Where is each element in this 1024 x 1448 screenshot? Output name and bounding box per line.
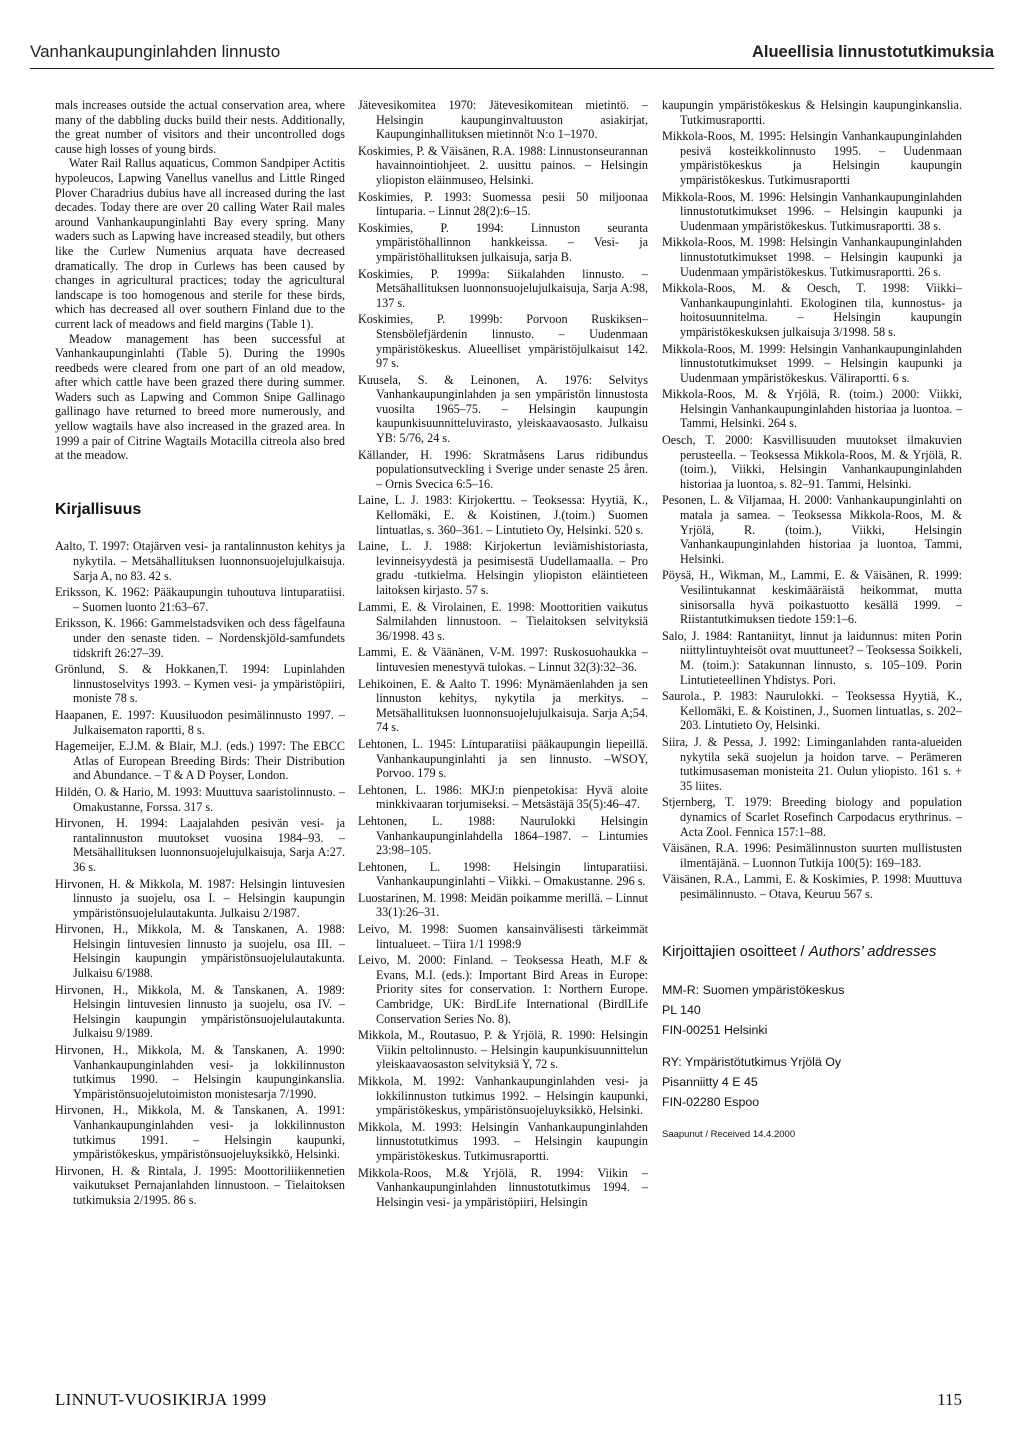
- header-right-title: Alueellisia linnustotutkimuksia: [751, 43, 994, 61]
- reference-entry: Lammi, E. & Virolainen, E. 1998: Moottoritien vaikutus Salmilahden linnustoon. – Tielaitoksen selvityksiä 36/1998. 43 s.: [358, 599, 648, 643]
- reference-entry: Pöysä, H., Wikman, M., Lammi, E. & Väisänen, R. 1999: Vesilintukannat keskimääräistä heikommat, mutta sinisorsalla hyvä poikastuotto kesällä 1999. – Riistantutkimuksen tiedote 159:1–6.: [662, 568, 962, 627]
- reference-entry: Eriksson, K. 1962: Pääkaupungin tuhoutuva lintuparatiisi. – Suomen luonto 21:63–67.: [55, 585, 345, 614]
- body-paragraph: Meadow management has been successful at Vanhankaupunginlahti (Table 5). During the 1990s reedbeds were cleared from one part of an old meadow, after which cattle have been grazed there during summer. Waders such as Lapwing and Common Snipe Gallinago gallinago have returned to breed more numerously, and yellow wagtails have also increased in the grazed area. In 1999 a pair of Citrine Wagtails Motacilla citreola also bred at the meadow.: [55, 331, 345, 463]
- reference-entry: Grönlund, S. & Hokkanen,T. 1994: Lupinlahden linnustoselvitys 1993. – Kymen vesi- ja ympäristöpiiri, moniste 78 s.: [55, 662, 345, 706]
- reference-entry: Pesonen, L. & Viljamaa, H. 2000: Vanhankaupunginlahti on matala ja samea. – Teoksessa Mikkola-Roos, M. & Yrjölä, R. (toim.), Viikki, Helsingin Vanhankaupunginlahden historiaa ja luontoa, Tammi, Helsinki.: [662, 493, 962, 566]
- reference-entry: Lammi, E. & Väänänen, V-M. 1997: Ruskosuohaukka – lintuvesien menestyvä tulokas. – Linnut 32(3):32–36.: [358, 645, 648, 674]
- reference-entry: Koskimies, P. & Väisänen, R.A. 1988: Linnustonseurannan havainnointiohjeet. 2. uusittu painos. – Helsingin yliopiston eläinmuseo, Helsinki.: [358, 143, 648, 187]
- reference-entry: Lehtonen, L. 1945: Lintuparatiisi pääkaupungin liepeillä. Vanhankaupunginlahti ja sen linnusto. –WSOY, Porvoo. 179 s.: [358, 736, 648, 781]
- reference-entry: Laine, L. J. 1988: Kirjokertun leviämishistoriasta, levinneisyydestä ja pesimisestä Uudellamaalla. – Pro gradu -tutkielma. Helsingin yliopiston eläintieteen laitoksen kirjasto. 57 s.: [358, 539, 648, 597]
- reference-entry: Laine, L. J. 1983: Kirjokerttu. – Teoksessa: Hyytiä, K., Kellomäki, E. & Koistinen, J.(toim.) Suomen lintuatlas, s. 360–361. – Lintutieto Oy, Helsinki. 520 s.: [358, 493, 648, 537]
- reference-list-col3: [662, 98, 962, 901]
- address-line: RY: Ympäristötutkimus Yrjölä Oy: [662, 1055, 842, 1070]
- page-number: 115: [937, 1390, 962, 1409]
- address-line: MM-R: Suomen ympäristökeskus: [662, 983, 845, 998]
- author-addresses: [662, 980, 962, 1143]
- reference-entry: Hildén, O. & Hario, M. 1993: Muuttuva saaristolinnusto. – Omakustanne, Forssa. 317 s.: [55, 784, 345, 814]
- reference-entry: Väisänen, R.A., Lammi, E. & Koskimies, P. 1998: Muuttuva pesimälinnusto. – Otava, Keuruu 567 s.: [662, 872, 962, 901]
- journal-name: LINNUT-VUOSIKIRJA 1999: [55, 1390, 267, 1409]
- reference-entry: Mikkola-Roos, M. 1996: Helsingin Vanhankaupunginlahden linnustotutkimukset 1996. – Helsingin kaupunki ja Uudenmaan ympäristökeskus. Tutkimusraportti. 38 s.: [662, 189, 962, 233]
- reference-entry: Källander, H. 1996: Skratmåsens Larus ridibundus populationsutveckling i Sverige under senaste 25 åren. – Ornis Svecica 6:5–16.: [358, 447, 648, 491]
- reference-entry: Leivo, M. 2000: Finland. – Teoksessa Heath, M.F & Evans, M.I. (eds.): Important Bird Areas in Europe: Priority sites for conservation. 1: Northern Europe. Cambridge, UK: BirdLife International (BirdlLife Conservation Series No. 8).: [358, 953, 648, 1026]
- reference-entry: kaupungin ympäristökeskus & Helsingin kaupunginkanslia. Tutkimusraportti.: [662, 98, 962, 127]
- header-left-title: Vanhankaupunginlahden linnusto: [30, 42, 281, 61]
- reference-entry: Aalto, T. 1997: Otajärven vesi- ja rantalinnuston kehitys ja nykytila. – Metsähallituksen luonnonsuojelujulkaisuja. Sarja A, no 83. 42 s.: [55, 539, 345, 583]
- reference-entry: Hagemeijer, E.J.M. & Blair, M.J. (eds.) 1997: The EBCC Atlas of European Breeding Birds: Their Distribution and Abundance. – T & A D Poyser, London.: [55, 739, 345, 783]
- reference-list-col2: [358, 98, 648, 1209]
- address-block-1: [662, 980, 962, 1040]
- body-paragraph: Water Rail Rallus aquaticus, Common Sandpiper Actitis hypoleucos, Lapwing Vanellus vanellus and Little Ringed Plover Charadrius dubius have all increased during the last decades. Today there are over 20 calling Water Rail males around Vanhankaupunginlahti Bay every spring. Many waders such as Lapwing have increased steadily, but others like the Curlew Numenius arquata have decreased dramatically. The drop in Curlews has been caused by changes in agricultural practices; today the agricultural landscape is too homogenous and sterile for these birds, which has decreased all over southern Finland due to the current lack of meadows and field margins (Table 1).: [55, 156, 345, 331]
- address-line: Pisanniitty 4 E 45: [662, 1075, 758, 1090]
- column-1: [55, 98, 345, 1210]
- address-line: FIN-00251 Helsinki: [662, 1023, 768, 1038]
- column-3: [662, 98, 962, 1143]
- addresses-heading-fi: Kirjoittajien osoitteet /: [662, 943, 809, 961]
- reference-entry: Hirvonen, H. 1994: Laajalahden pesivän vesi- ja rantalinnuston muutokset vuosina 1984–93. – Metsähallituksen luonnonsuojelujulkaisuja, Sarja A:27. 36 s.: [55, 816, 345, 874]
- running-header: [30, 38, 994, 69]
- reference-entry: Mikkola-Roos, M.& Yrjölä, R. 1994: Viikin – Vanhankaupunginlahden linnustotutkimus 1994. – Helsingin vesi- ja ympäristöpiiri, Helsingin: [358, 1165, 648, 1209]
- reference-entry: Mikkola-Roos, M. 1995: Helsingin Vanhankaupunginlahden pesivä kosteikkolinnusto 1995. – Uudenmaan ympäristökeskus ja Helsingin kaupungin ympäristökeskus. Tutkimusraportti: [662, 129, 962, 187]
- reference-entry: Koskimies, P. 1994: Linnuston seuranta ympäristöhallinnon hankkeissa. – Vesi- ja ympäristöhallituksen julkaisuja, sarja B.: [358, 220, 648, 264]
- reference-entry: Mikkola-Roos, M. & Oesch, T. 1998: Viikki–Vanhankaupunginlahti. Ekologinen tila, kunnostus- ja hoitosuunnitelma. – Helsingin kaupungin ympäristökeskuksen julkaisuja 3/1998. 58 s.: [662, 281, 962, 339]
- reference-entry: Luostarinen, M. 1998: Meidän poikamme merillä. – Linnut 33(1):26–31.: [358, 890, 648, 920]
- reference-entry: Lehtonen, L. 1986: MKJ:n pienpetokisa: Hyvä aloite minkkivaaran torjumiseksi. – Metsästäjä 35(5):46–47.: [358, 782, 648, 812]
- reference-entry: Lehikoinen, E. & Aalto T. 1996: Mynämäenlahden ja sen linnuston kehitys, nykytila ja merkitys. – Metsähallituksen luonnonsuojelujulkaisuja. Sarja A;54. 74 s.: [358, 676, 648, 735]
- addresses-heading: [662, 945, 962, 960]
- reference-entry: Leivo, M. 1998: Suomen kansainvälisesti tärkeimmät lintualueet. – Tiira 1/1 1998:9: [358, 922, 648, 951]
- reference-entry: Mikkola-Roos, M. & Yrjölä, R. (toim.) 2000: Viikki, Helsingin Vanhankaupunginlahden historiaa ja luontoa. – Tammi, Helsinki. 264 s.: [662, 387, 962, 431]
- reference-entry: Oesch, T. 2000: Kasvillisuuden muutokset ilmakuvien perusteella. – Teoksessa Mikkola-Roos, M. & Yrjölä, R. (toim.), Viikki, Helsingin Vanhankaupunginlahden historiaa ja luontoa, s. 82–91. Tammi, Helsinki.: [662, 433, 962, 491]
- reference-entry: Hirvonen, H., Mikkola, M. & Tanskanen, A. 1988: Helsingin lintuvesien linnusto ja suojelu, osa III. – Helsingin kaupungin ympäristönsuojelulautakunta. Julkaisu 6/1988.: [55, 922, 345, 981]
- address-line: PL 140: [662, 1003, 701, 1018]
- reference-entry: Lehtonen, L. 1998: Helsingin lintuparatiisi. Vanhankaupunginlahti – Viikki. – Omakustanne. 296 s.: [358, 859, 648, 889]
- reference-entry: Mikkola-Roos, M. 1998: Helsingin Vanhankaupunginlahden linnustotutkimukset 1998. – Helsingin kaupunki ja Uudenmaan ympäristökeskus. Tutkimusraportti. 26 s.: [662, 235, 962, 279]
- reference-entry: Lehtonen, L. 1988: Naurulokki Helsingin Vanhankaupunginlahdella 1864–1987. – Lintumies 23:98–105.: [358, 813, 648, 858]
- reference-entry: Hirvonen, H. & Mikkola, M. 1987: Helsingin lintuvesien linnusto ja suojelu, osa I. – Helsingin kaupungin ympäristönsuojelulautakunta. Julkaisu 2/1987.: [55, 876, 345, 920]
- reference-entry: Mikkola, M. 1992: Vanhankaupunginlahden vesi- ja lokkilinnuston tutkimus 1992. – Helsingin kaupunki, ympäristökeskus, ympäristönsuojeluyksikkö, Helsinki.: [358, 1074, 648, 1118]
- address-line: FIN-02280 Espoo: [662, 1095, 760, 1110]
- reference-entry: Saurola., P. 1983: Naurulokki. – Teoksessa Hyytiä, K., Kellomäki, E. & Koistinen, J., Suomen lintuatlas, s. 202–203. Lintutieto Oy, Helsinki.: [662, 689, 962, 733]
- received-date: Saapunut / Received 14.4.2000: [662, 1129, 796, 1141]
- reference-entry: Hirvonen, H. & Rintala, J. 1995: Moottoriliikennetien vaikutukset Pernajanlahden linnustoon. – Tielaitoksen tutkimuksia 2/1995. 86 s.: [55, 1163, 345, 1207]
- reference-entry: Eriksson, K. 1966: Gammelstadsviken och dess fågelfauna under den senaste tiden. – Nordenskjöld-samfundets tidskrift 26:27–39.: [55, 616, 345, 660]
- references-heading: Kirjallisuus: [55, 500, 142, 518]
- reference-entry: Mikkola, M. 1993: Helsingin Vanhankaupunginlahden linnustotutkimus 1993. – Helsingin kaupungin ympäristökeskus. Tutkimusraportti.: [358, 1119, 648, 1163]
- reference-entry: Hirvonen, H., Mikkola, M. & Tanskanen, A. 1991: Vanhankaupunginlahden vesi- ja lokkilinnuston tutkimus 1991. – Helsingin kaupunki, ympäristökeskus, ympäristönsuojeluyksikkö, Helsinki.: [55, 1103, 345, 1162]
- reference-entry: Väisänen, R.A. 1996: Pesimälinnuston suurten mullistusten ilmentäjänä. – Luonnon Tutkija 100(5): 169–183.: [662, 841, 962, 870]
- reference-entry: Hirvonen, H., Mikkola, M. & Tanskanen, A. 1990: Vanhankaupunginlahden vesi- ja lokkilinnuston tutkimus 1990. – Helsingin kaupunginkanslia. Ympäristönsuojelutoimiston monistesarja 7/1990.: [55, 1043, 345, 1101]
- reference-entry: Mikkola, M., Routasuo, P. & Yrjölä, R. 1990: Helsingin Viikin peltolinnusto. – Helsingin kaupunkisuunnittelun yleiskaavaosaston selvityksiä Y, 72 s.: [358, 1028, 648, 1072]
- reference-list-col1: [55, 539, 345, 1207]
- body-paragraph: mals increases outside the actual conservation area, where many of the dabbling ducks build their nests. Additionally, the great number of visitors and their uncontrolled dogs cause high losses of young birds.: [55, 98, 345, 156]
- reference-entry: Hirvonen, H., Mikkola, M. & Tanskanen, A. 1989: Helsingin lintuvesien linnusto ja suojelu, osa IV. – Helsingin kaupungin ympäristönsuojelulautakunta. Julkaisu 9/1989.: [55, 982, 345, 1041]
- reference-entry: Koskimies, P. 1999a: Siikalahden linnusto. – Metsähallituksen luonnonsuojelujulkaisuja, Sarja A:98, 137 s.: [358, 266, 648, 310]
- page-footer: [55, 1390, 962, 1412]
- reference-entry: Kuusela, S. & Leinonen, A. 1976: Selvitys Vanhankaupunginlahden ja sen ympäristön linnustosta vuosilta 1965–75. – Helsingin kaupungin kaupunkisuunnitteluvirasto, yleiskaavaosasto. Julkaisu YB: 5/76, 24 s.: [358, 372, 648, 446]
- reference-entry: Jätevesikomitea 1970: Jätevesikomitean mietintö. – Helsingin kaupunginvaltuuston asiakirjat, Kaupunginhallituksen mietinnöt N:o 1–1970.: [358, 98, 648, 142]
- column-2: [358, 98, 648, 1211]
- reference-entry: Koskimies, P. 1993: Suomessa pesii 50 miljoonaa lintuparia. – Linnut 28(2):6–15.: [358, 189, 648, 219]
- address-block-2: [662, 1052, 962, 1112]
- reference-entry: Koskimies, P. 1999b: Porvoon Ruskiksen–Stensbölefjärdenin linnusto. – Uudenmaan ympäristökeskus. Alueelliset ympäristöjulkaisut 142. 97 s.: [358, 312, 648, 371]
- reference-entry: Mikkola-Roos, M. 1999: Helsingin Vanhankaupunginlahden linnustotutkimukset 1999. – Helsingin kaupunki ja Uudenmaan ympäristökeskus. Väliraportti. 6 s.: [662, 341, 962, 385]
- reference-entry: Siira, J. & Pessa, J. 1992: Liminganlahden ranta-alueiden nykytila sekä suojelun ja hoidon tarve. – Perämeren tutkimusaseman monisteita 21. Oulun yliopisto. 161 s. + 35 liites.: [662, 734, 962, 793]
- reference-entry: Haapanen, E. 1997: Kuusiluodon pesimälinnusto 1997. – Julkaisematon raportti, 8 s.: [55, 707, 345, 737]
- reference-entry: Stjernberg, T. 1979: Breeding biology and population dynamics of Scarlet Rosefinch Carpodacus erythrinus. – Acta Zool. Fennica 157:1–88.: [662, 795, 962, 839]
- addresses-heading-en: Authors’ addresses: [808, 943, 937, 961]
- reference-entry: Salo, J. 1984: Rantaniityt, linnut ja laidunnus: miten Porin niittylintuyhteisöt ovat muuttuneet? – Teoksessa Soikkeli, M. (toim.): Satakunnan linnusto, s. 105–109. Porin Lintutieteellinen Yhdistys. Pori.: [662, 628, 962, 687]
